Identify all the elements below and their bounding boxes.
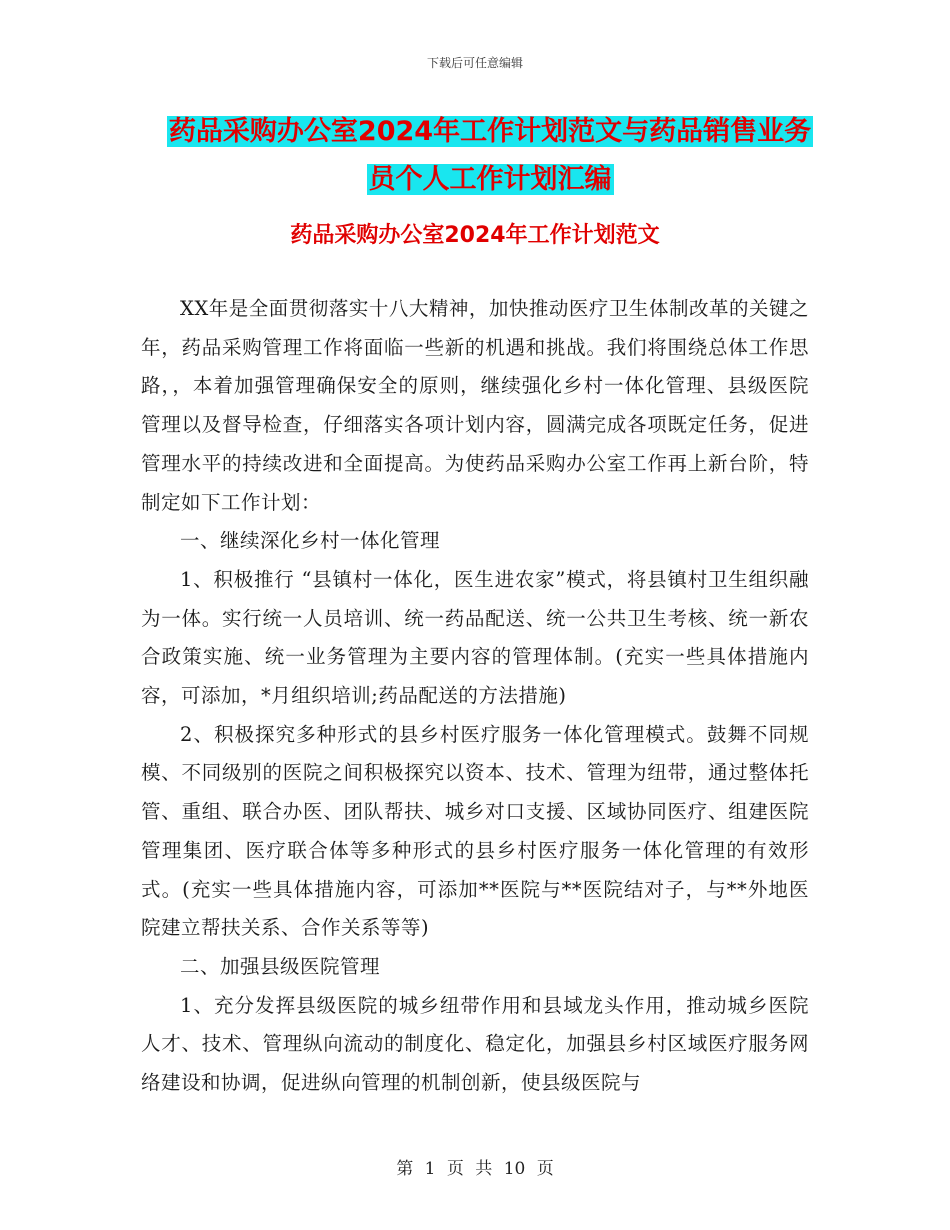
document-title-line-2: 员个人工作计划汇编 [368,164,612,195]
document-body [141,290,809,1103]
paragraph-item-1: 1、积极推行 “县镇村一体化，医生进农家”模式，将县镇村卫生组织融为一体。实行统一人员培训、统一药品配送、统一公共卫生考核、统一新农合政策实施、统一业务管理为主要内容的管理体制。(充实一些具体措施内容，可添加，*月组织培训;药品配送的方法措施) [141,567,809,708]
document-title-line-1: 药品采购办公室2024年工作计划范文与药品销售业务 [168,116,812,147]
paragraph-intro: XX年是全面贯彻落实十八大精神，加快推动医疗卫生体制改革的关键之年，药品采购管理工作将面临一些新的机遇和挑战。我们将围绕总体工作思路，，本着加强管理确保安全的原则，继续强化乡村一体化管理、县级医院管理以及督导检查，仔细落实各项计划内容，圆满完成各项既定任务，促进管理水平的持续改进和全面提高。为使药品采购办公室工作再上新台阶，特制定如下工作计划： [141,297,809,514]
section-title: 药品采购办公室2024年工作计划范文 [290,223,660,248]
heading-county-hospital: 二、加强县级医院管理 [180,954,381,978]
document-title [140,108,840,204]
page-number: 第 1 页 共 10 页 [396,1159,554,1179]
heading-rural-integration: 一、继续深化乡村一体化管理 [180,529,441,553]
paragraph-item-2: 2、积极探究多种形式的县乡村医疗服务一体化管理模式。鼓舞不同规模、不同级别的医院之间积极探究以资本、技术、管理为纽带，通过整体托管、重组、联合办医、团队帮扶、城乡对口支援、区域协同医疗、组建医院管理集团、医疗联合体等多种形式的县乡村医疗服务一体化管理的有效形式。(充实一些具体措施内容，可添加**医院与**医院结对子，与**外地医院建立帮扶关系、合作关系等等) [141,722,809,940]
paragraph-county-item-1: 1、充分发挥县级医院的城乡纽带作用和县域龙头作用，推动城乡医院人才、技术、管理纵向流动的制度化、稳定化，加强县乡村区域医疗服务网络建设和协调，促进纵向管理的机制创新，使县级医院与 [141,993,809,1095]
page-header-note: 下载后可任意编辑 [426,56,523,70]
